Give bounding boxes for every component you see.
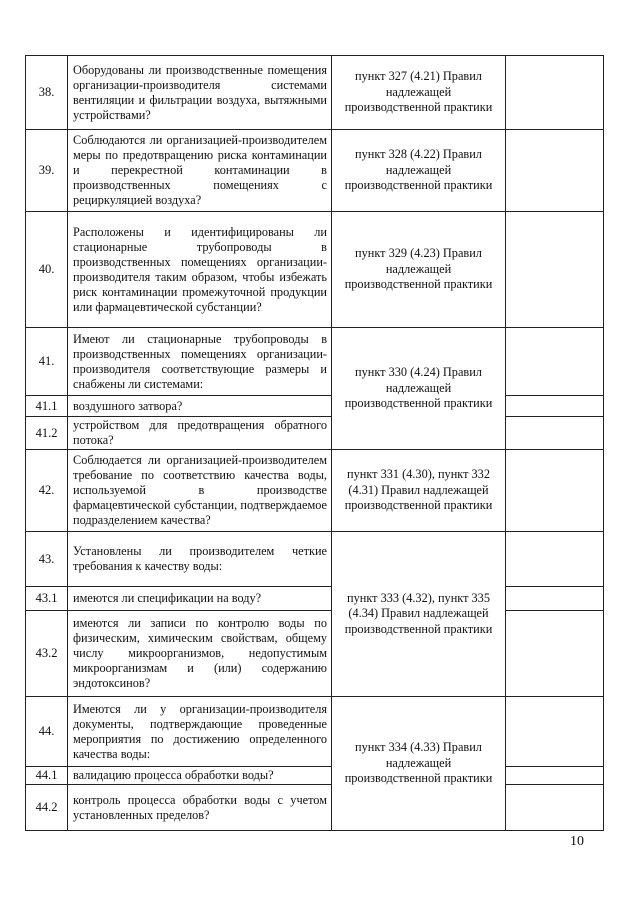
- row-number: 44.2: [26, 785, 68, 831]
- question-text: Установлены ли производителем четкие требования к качеству воды:: [68, 532, 332, 587]
- answer-cell: [506, 56, 604, 130]
- table-row: [26, 767, 604, 785]
- answer-cell: [506, 532, 604, 587]
- row-number: 41.: [26, 328, 68, 396]
- row-number: 41.2: [26, 417, 68, 450]
- reference-text: пункт 327 (4.21) Правил надлежащей производственной практики: [332, 56, 506, 130]
- page-number: 10: [570, 834, 584, 849]
- row-number: 43.2: [26, 611, 68, 697]
- row-number: 39.: [26, 130, 68, 212]
- reference-text: пункт 331 (4.30), пункт 332 (4.31) Правил надлежащей производственной практики: [332, 450, 506, 532]
- table-row: [26, 396, 604, 417]
- question-text: Имеют ли стационарные трубопроводы в производственных помещениях организации-производителя соответствующие размеры и снабжены ли системами:: [68, 328, 332, 396]
- question-text: воздушного затвора?: [68, 396, 332, 417]
- answer-cell: [506, 611, 604, 697]
- answer-cell: [506, 328, 604, 396]
- answer-cell: [506, 587, 604, 611]
- question-text: Оборудованы ли производственные помещения организации-производителя системами вентиляции и фильтрации воздуха, вытяжными устройствами?: [68, 56, 332, 130]
- row-number: 43.: [26, 532, 68, 587]
- table-row: [26, 450, 604, 532]
- table-row: [26, 785, 604, 831]
- reference-text: пункт 333 (4.32), пункт 335 (4.34) Правил надлежащей производственной практики: [332, 532, 506, 697]
- table-row: [26, 697, 604, 767]
- row-number: 40.: [26, 212, 68, 328]
- answer-cell: [506, 130, 604, 212]
- question-text: имеются ли записи по контролю воды по физическим, химическим свойствам, общему числу микроорганизмов, недопустимым микроорганизмам и (или) содержанию эндотоксинов?: [68, 611, 332, 697]
- question-text: Имеются ли у организации-производителя документы, подтверждающие проведенные мероприятия по достижению определенного качества воды:: [68, 697, 332, 767]
- question-text: валидацию процесса обработки воды?: [68, 767, 332, 785]
- question-text: Расположены и идентифицированы ли стационарные трубопроводы в производственных помещениях организации-производителя таким образом, чтобы избежать риск контаминации промежуточной продукции или фармацевтической субстанции?: [68, 212, 332, 328]
- answer-cell: [506, 396, 604, 417]
- row-number: 44.: [26, 697, 68, 767]
- question-text: устройством для предотвращения обратного потока?: [68, 417, 332, 450]
- table-row: [26, 212, 604, 328]
- row-number: 44.1: [26, 767, 68, 785]
- table-row: [26, 417, 604, 450]
- table-row: [26, 611, 604, 697]
- table-row: [26, 130, 604, 212]
- question-text: Соблюдается ли организацией-производителем требование по соответствию качества воды, используемой в производстве фармацевтической субстанции, подтверждаемое подразделением качества?: [68, 450, 332, 532]
- question-text: контроль процесса обработки воды с учетом установленных пределов?: [68, 785, 332, 831]
- question-text: Соблюдаются ли организацией-производителем меры по предотвращению риска контаминации и перекрестной контаминации в производственных помещениях с рециркуляцией воздуха?: [68, 130, 332, 212]
- answer-cell: [506, 212, 604, 328]
- reference-text: пункт 330 (4.24) Правил надлежащей производственной практики: [332, 328, 506, 450]
- reference-text: пункт 334 (4.33) Правил надлежащей производственной практики: [332, 697, 506, 831]
- table-row: [26, 587, 604, 611]
- answer-cell: [506, 697, 604, 767]
- checklist-table: [25, 55, 604, 831]
- answer-cell: [506, 450, 604, 532]
- answer-cell: [506, 785, 604, 831]
- row-number: 41.1: [26, 396, 68, 417]
- question-text: имеются ли спецификации на воду?: [68, 587, 332, 611]
- row-number: 42.: [26, 450, 68, 532]
- reference-text: пункт 328 (4.22) Правил надлежащей производственной практики: [332, 130, 506, 212]
- row-number: 38.: [26, 56, 68, 130]
- table-row: [26, 532, 604, 587]
- answer-cell: [506, 767, 604, 785]
- table-row: [26, 328, 604, 396]
- row-number: 43.1: [26, 587, 68, 611]
- answer-cell: [506, 417, 604, 450]
- reference-text: пункт 329 (4.23) Правил надлежащей производственной практики: [332, 212, 506, 328]
- table-row: [26, 56, 604, 130]
